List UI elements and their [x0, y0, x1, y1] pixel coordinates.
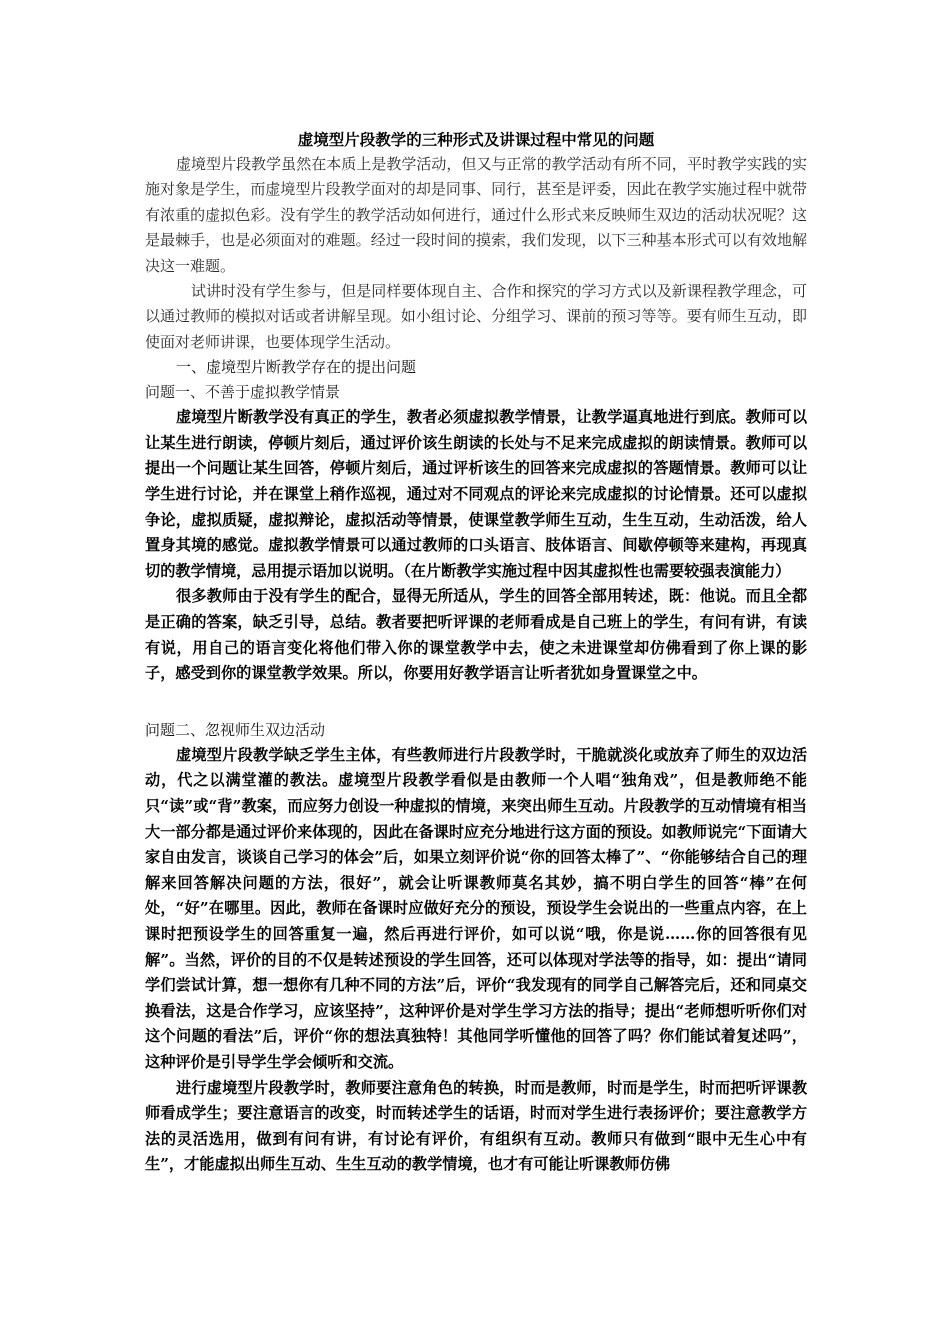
intro-paragraph-2: 试讲时没有学生参与，但是同样要体现自主、合作和探究的学习方式以及新课程教学理念，可以通过教师的模拟对话或者讲解呈现。如小组讨论、分组学习、课前的预习等等。要有师生互动，即使面对老师讲课，也要体现学生活动。	[145, 282, 807, 351]
problem-2-heading: 问题二、忽视师生双边活动	[145, 720, 326, 739]
document-title: 虚境型片段教学的三种形式及讲课过程中常见的问题	[297, 130, 655, 149]
document-body	[145, 128, 807, 1178]
problem-1-paragraph-2: 很多教师由于没有学生的配合，显得无所适从，学生的回答全部用转述，既：他说。而且全都是正确的答案，缺乏引导，总结。教者要把听评课的老师看成是自己班上的学生，有问有讲，有读有说，用自己的语言变化将他们带入你的课堂教学中去，使之未进课堂却仿佛看到了你上课的影子，感受到你的课堂教学效果。所以，你要用好教学语言让听者犹如身置课堂之中。	[145, 587, 807, 683]
problem-2-paragraph-1: 虚境型片段教学缺乏学生主体，有些教师进行片段教学时，干脆就淡化或放弃了师生的双边活动，代之以满堂灌的教法。虚境型片段教学看似是由教师一个人唱“独角戏”，但是教师绝不能只“读”或“背”教案，而应努力创设一种虚拟的情境，来突出师生互动。片段教学的互动情境有相当大一部分都是通过评价来体现的，因此在备课时应充分地进行这方面的预设。如教师说完“下面请大家自由发言，谈谈自己学习的体会”后，如果立刻评价说“你的回答太棒了”、“你能够结合自己的理解来回答解决问题的方法，很好”，就会让听课教师莫名其妙，搞不明白学生的回答“棒”在何处，“好”在哪里。因此，教师在备课时应做好充分的预设，预设学生会说出的一些重点内容，在上课时把预设学生的回答重复一遍，然后再进行评价，如可以说“哦，你是说……你的回答很有见解”。当然，评价的目的不仅是转述预设的学生回答，还可以体现对学法等的指导，如：提出“请同学们尝试计算，想一想你有几种不同的方法”后，评价“我发现有的同学自己解答完后，还和同桌交换看法，这是合作学习，应该坚持”，这种评价是对学生学习方法的指导；提出“老师想听听你们对这个问题的看法”后，评价“你的想法真独特！其他同学听懂他的回答了吗？你们能试着复述吗”，这种评价是引导学生学会倾听和交流。	[145, 745, 807, 1071]
problem-2-paragraph-2: 进行虚境型片段教学时，教师要注意角色的转换，时而是教师，时而是学生，时而把听评课教师看成学生；要注意语言的改变，时而转述学生的话语，时而对学生进行表扬评价；要注意教学方法的灵活选用，做到有问有讲，有讨论有评价，有组织有互动。教师只有做到“眼中无生心中有生”，才能虚拟出师生互动、生生互动的教学情境，也才有可能让听课教师仿佛	[145, 1078, 807, 1174]
problem-1-heading: 问题一、不善于虚拟教学情景	[145, 383, 341, 402]
intro-paragraph-1: 虚境型片段教学虽然在本质上是教学活动，但又与正常的教学活动有所不同，平时教学实践的实施对象是学生，而虚境型片段教学面对的却是同事、同行，甚至是评委，因此在教学实施过程中就带有浓重的虚拟色彩。没有学生的教学活动如何进行，通过什么形式来反映师生双边的活动状况呢？这是最棘手，也是必须面对的难题。经过一段时间的摸索，我们发现，以下三种基本形式可以有效地解决这一难题。	[145, 155, 807, 275]
section-heading: 一、虚境型片断教学存在的提出问题	[176, 358, 417, 377]
problem-1-paragraph-1: 虚境型片断教学没有真正的学生，教者必须虚拟教学情景，让教学逼真地进行到底。教师可以让某生进行朗读，停顿片刻后，通过评价该生朗读的长处与不足来完成虚拟的朗读情景。教师可以提出一个问题让某生回答，停顿片刻后，通过评析该生的回答来完成虚拟的答题情景。教师可以让学生进行讨论，并在课堂上稍作巡视，通过对不同观点的评论来完成虚拟的讨论情景。还可以虚拟争论，虚拟质疑，虚拟辩论，虚拟活动等情景，使课堂教学师生互动，生生互动，生动活泼，给人置身其境的感觉。虚拟教学情景可以通过教师的口头语言、肢体语言、间歇停顿等来建构，再现真切的教学情境，忌用提示语加以说明。（在片断教学实施过程中因其虚拟性也需要较强表演能力）	[145, 408, 807, 580]
blank-line	[145, 687, 807, 718]
